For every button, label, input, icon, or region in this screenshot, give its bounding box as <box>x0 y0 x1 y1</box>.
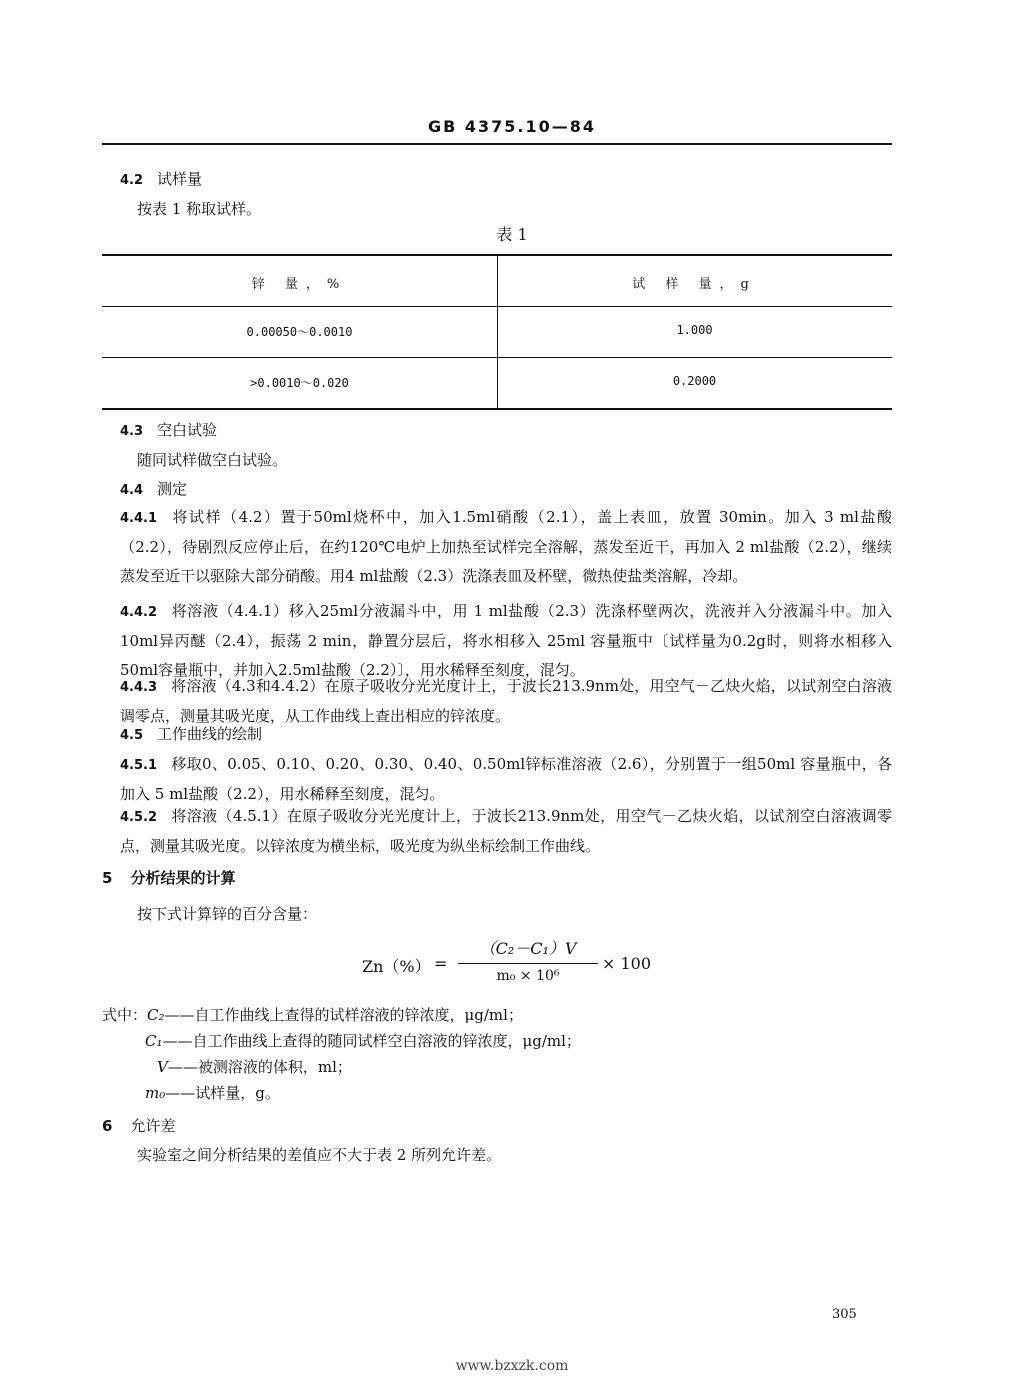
legend-symbol: C₁ <box>145 1032 163 1050</box>
formula-numerator: （C₂－C₁）V <box>479 939 577 958</box>
legend-desc: ——自工作曲线上查得的随同试样空白溶液的锌浓度，μg/ml； <box>162 1032 581 1050</box>
legend-row <box>102 1028 892 1054</box>
table-rule <box>102 306 892 307</box>
legend-symbol: V <box>157 1058 168 1076</box>
section-number: 4.4.1 <box>120 511 158 526</box>
section-4-3 <box>102 416 892 505</box>
section-number: 4.5.1 <box>120 758 158 773</box>
section-4-5-2 <box>102 802 892 861</box>
legend-row <box>102 1002 892 1028</box>
table-cell: 0.00050～0.0010 <box>246 325 353 339</box>
section-text: 按表 1 称取试样。 <box>137 200 262 218</box>
legend-row <box>102 1080 892 1106</box>
section-title: 允许差 <box>130 1117 176 1135</box>
formula-multiplier: × 100 <box>602 954 652 973</box>
section-4-4-1 <box>102 503 892 591</box>
table-rule <box>102 357 892 358</box>
section-title: 试样量 <box>157 170 203 188</box>
section-number: 4.4 <box>120 483 144 498</box>
section-text: 将溶液（4.5.1）在原子吸收分光光度计上，于波长213.9nm处，用空气－乙炔火焰，以试剂空白溶液调零点，测量其吸光度。以锌浓度为横坐标，吸光度为纵坐标绘制工作曲线。 <box>120 807 892 855</box>
section-text: 按下式计算锌的百分含量： <box>137 905 318 923</box>
page-number: 305 <box>832 1307 857 1322</box>
table-1 <box>102 254 892 410</box>
watermark: www.bzxzk.com <box>455 1358 569 1374</box>
table-header-zinc: 锌 量，% <box>251 277 348 292</box>
section-4-5-1 <box>102 750 892 809</box>
section-4-2 <box>102 165 892 224</box>
section-5 <box>102 864 892 893</box>
legend-symbol: m₀ <box>145 1084 166 1102</box>
section-number: 4.5 <box>120 728 144 743</box>
section-number: 4.5.2 <box>120 810 158 825</box>
section-5-text-block <box>102 900 892 929</box>
formula-denominator: m₀ × 10⁶ <box>496 968 560 984</box>
table-cell: 0.2000 <box>672 374 717 388</box>
table-cell: 1.000 <box>676 323 713 337</box>
formula-lhs: Zn（%） <box>362 957 431 976</box>
section-number: 4.3 <box>120 424 144 439</box>
section-text: 移取0、0.05、0.10、0.20、0.30、0.40、0.50ml锌标准溶液（2.6），分别置于一组50ml 容量瓶中，各加入 5 ml盐酸（2.2），用水稀释至刻度，混匀。 <box>120 755 892 803</box>
fraction-bar <box>458 963 598 964</box>
legend-lead: 式中： <box>102 1006 148 1024</box>
section-title: 工作曲线的绘制 <box>157 725 263 743</box>
zinc-formula <box>362 936 662 996</box>
section-text: 将溶液（4.4.1）移入25ml分液漏斗中，用 1 ml盐酸（2.3）洗涤杯壁两次，洗液并入分液漏斗中。加入10ml异丙醚（2.4），振荡 2 min，静置分层后，将水相移入 25ml 容量瓶中〔试样量为0.2g时，则将水相移入50ml容量瓶中，并加入2.5ml盐酸（2.2）〕，用水稀释至刻度，混匀。 <box>120 602 892 679</box>
section-6 <box>102 1112 892 1170</box>
section-title: 分析结果的计算 <box>130 869 236 887</box>
section-number: 4.2 <box>120 173 144 188</box>
legend-desc: ——试样量，g。 <box>165 1084 280 1102</box>
section-title: 空白试验 <box>157 421 218 439</box>
header-rule <box>102 143 892 145</box>
legend-row <box>102 1054 892 1080</box>
section-text: 随同试样做空白试验。 <box>137 451 288 469</box>
section-text: 实验室之间分析结果的差值应不大于表 2 所列允许差。 <box>137 1146 502 1164</box>
section-number: 4.4.2 <box>120 605 158 620</box>
section-text: 将溶液（4.3和4.4.2）在原子吸收分光光度计上，于波长213.9nm处，用空气－乙炔火焰，以试剂空白溶液调零点，测量其吸光度，从工作曲线上查出相应的锌浓度。 <box>120 677 892 725</box>
table-cell: >0.0010～0.020 <box>250 376 349 390</box>
standard-number-header: GB 4375.10—84 <box>427 117 597 136</box>
formula-equals: = <box>434 954 448 973</box>
table-header-sample-mass: 试 样 量，g <box>632 277 757 292</box>
section-text: 将试样（4.2）置于50ml烧杯中，加入1.5ml硝酸（2.1），盖上表皿，放置 30min。加入 3 ml盐酸（2.2），待剧烈反应停止后，在约120℃电炉上加热至试样完全溶解，蒸发至近干，再加入 2 ml盐酸（2.2），继续蒸发至近干以驱除大部分硝酸。用4 ml盐酸（2.3）洗涤表皿及杯壁，微热使盐类溶解，冷却。 <box>120 508 892 585</box>
table-caption: 表 1 <box>496 225 528 244</box>
formula-legend <box>102 1002 892 1106</box>
section-number: 4.4.3 <box>120 680 158 695</box>
section-4-5 <box>102 720 892 750</box>
section-number: 6 <box>102 1117 113 1135</box>
legend-symbol: C₂ <box>147 1006 165 1024</box>
section-number: 5 <box>102 869 113 887</box>
section-title: 测定 <box>157 480 188 498</box>
legend-desc: ——自工作曲线上查得的试样溶液的锌浓度，μg/ml； <box>164 1006 523 1024</box>
legend-desc: ——被测溶液的体积，ml； <box>167 1058 352 1076</box>
